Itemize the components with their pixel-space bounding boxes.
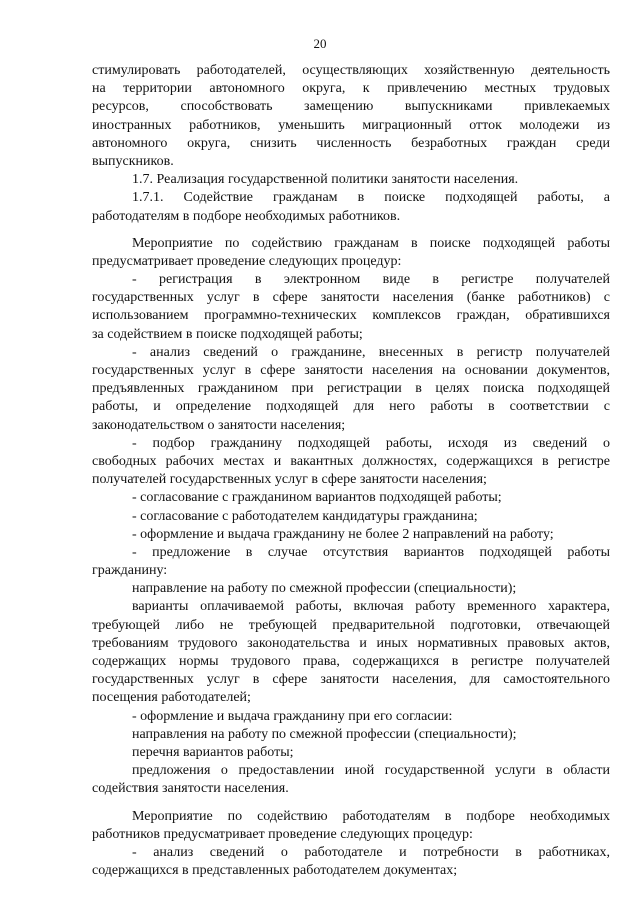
text-line: государственных услуг в сфере занятости населения (банке работников) с xyxy=(92,290,610,306)
text-line: перечня вариантов работы; xyxy=(132,744,294,760)
text-line: работодателям в подборе необходимых работников. xyxy=(92,208,401,224)
text-line: государственных услуг в сфере занятости населения, для самостоятельного xyxy=(92,672,610,688)
text-line: содержащихся в представленных работодателем документах; xyxy=(92,863,458,879)
text-line: предусматривает проведение следующих процедур: xyxy=(92,253,402,269)
text-line: получателей государственных услуг в сфере занятости населения; xyxy=(92,472,487,488)
text-line: на территории автономного округа, к привлечению местных трудовых xyxy=(92,81,610,97)
text-line: - анализ сведений о гражданине, внесенных в регистр получателей xyxy=(132,344,610,360)
text-line: законодательством о занятости населения; xyxy=(92,417,346,433)
text-line: предложения о предоставлении иной государственной услуги в области xyxy=(132,763,610,779)
text-line: - анализ сведений о работодателе и потребности в работниках, xyxy=(132,844,610,860)
text-line: направление на работу по смежной профессии (специальности); xyxy=(132,581,517,597)
text-line: использованием программно-технических комплексов граждан, обратившихся xyxy=(92,308,610,324)
text-line: ресурсов, способствовать замещению выпускниками привлекаемых xyxy=(92,99,610,115)
text-line: - согласование с работодателем кандидатуры гражданина; xyxy=(132,508,478,524)
text-line: содействия занятости населения. xyxy=(92,781,289,797)
paragraph-gap xyxy=(92,226,610,235)
document-body xyxy=(92,62,610,880)
text-line: - регистрация в электронном виде в регистре получателей xyxy=(132,272,610,288)
text-line: работы, и определение подходящей для него работы в соответствии с xyxy=(92,399,610,415)
text-line: гражданину: xyxy=(92,563,168,579)
text-line: направления на работу по смежной профессии (специальности); xyxy=(132,726,517,742)
text-line: посещения работодателей; xyxy=(92,690,251,706)
text-line: иностранных работников, уменьшить миграционный отток молодежи из xyxy=(92,117,610,133)
text-line: содержащих нормы трудового права, содержащихся в регистре получателей xyxy=(92,654,610,669)
text-line: - оформление и выдача гражданину не более 2 направлений на работу; xyxy=(132,526,554,542)
text-line: государственных услуг в сфере занятости населения на основании документов, xyxy=(92,363,610,378)
text-line: работников предусматривает проведение следующих процедур: xyxy=(92,826,473,842)
text-line: автономного округа, снизить численность безработных граждан среди xyxy=(92,135,610,151)
text-line: варианты оплачиваемой работы, включая работу временного характера, xyxy=(132,599,610,615)
paragraph-gap xyxy=(92,799,610,808)
text-line: выпускников. xyxy=(92,153,174,169)
text-line: - согласование с гражданином вариантов подходящей работы; xyxy=(132,490,502,506)
text-line: - подбор гражданину подходящей работы, исходя из сведений о xyxy=(132,435,610,451)
text-line: предъявленных гражданином при регистрации в целях поиска подходящей xyxy=(92,381,610,397)
text-line: свободных рабочих местах и вакантных должностях, содержащихся в регистре xyxy=(92,453,610,469)
text-line: - предложение в случае отсутствия вариантов подходящей работы xyxy=(132,544,610,560)
text-line: - оформление и выдача гражданину при его согласии: xyxy=(132,708,453,724)
page-number: 20 xyxy=(313,36,327,51)
text-line: 1.7. Реализация государственной политики занятости населения. xyxy=(132,172,519,188)
text-line: 1.7.1. Содействие гражданам в поиске подходящей работы, а xyxy=(132,190,610,206)
text-line: стимулировать работодателей, осуществляющих хозяйственную деятельность xyxy=(92,63,610,78)
text-line: требованиям трудового законодательства и иных нормативных правовых актов, xyxy=(92,635,610,651)
text-line: за содействием в поиске подходящей работы; xyxy=(92,326,363,342)
text-line: Мероприятие по содействию гражданам в поиске подходящей работы xyxy=(132,235,610,251)
text-line: Мероприятие по содействию работодателям в подборе необходимых xyxy=(132,808,610,824)
text-line: требующей либо не требующей предварительной подготовки, отвечающей xyxy=(92,617,610,633)
